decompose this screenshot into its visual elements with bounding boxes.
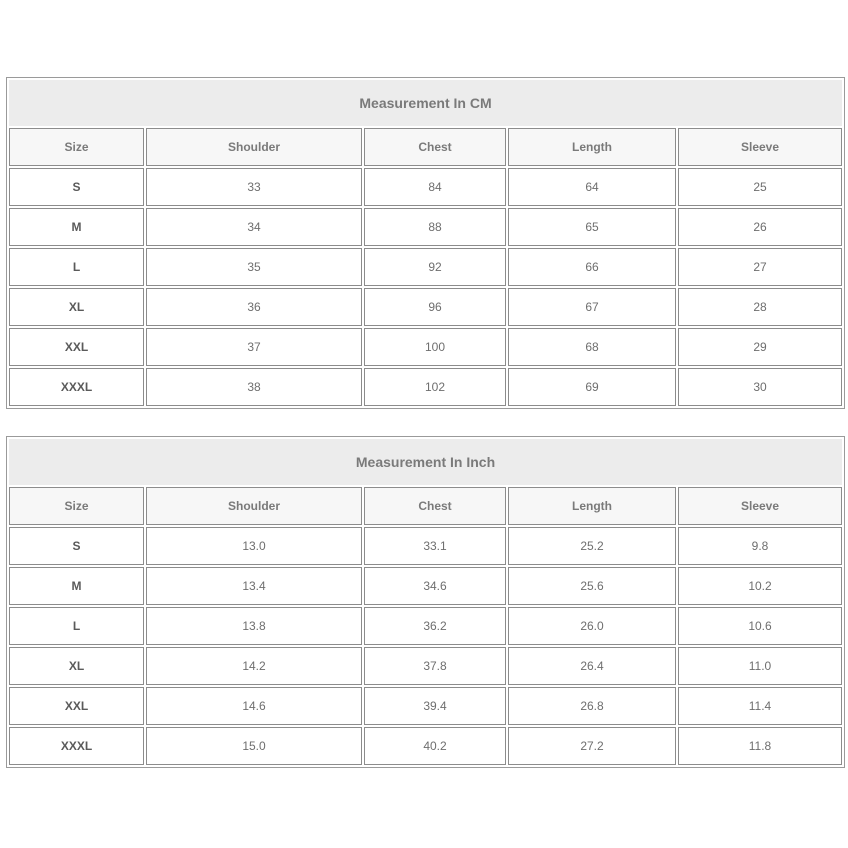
- chest-cell: 37.8: [364, 647, 506, 685]
- table-row: [9, 168, 842, 206]
- sleeve-cell: 11.0: [678, 647, 842, 685]
- shoulder-cell: 13.8: [146, 607, 362, 645]
- table-row: [9, 328, 842, 366]
- size-cell: XXXL: [9, 727, 144, 765]
- chest-cell: 102: [364, 368, 506, 406]
- column-header-sleeve: Sleeve: [678, 128, 842, 166]
- size-cell: XXL: [9, 687, 144, 725]
- size-cell: XXL: [9, 328, 144, 366]
- chest-cell: 92: [364, 248, 506, 286]
- column-header-sleeve: Sleeve: [678, 487, 842, 525]
- shoulder-cell: 13.0: [146, 527, 362, 565]
- column-header-chest: Chest: [364, 128, 506, 166]
- table-row: [9, 687, 842, 725]
- table-row: [9, 368, 842, 406]
- sleeve-cell: 29: [678, 328, 842, 366]
- shoulder-cell: 14.2: [146, 647, 362, 685]
- length-cell: 25.2: [508, 527, 676, 565]
- table-row: [9, 248, 842, 286]
- sleeve-cell: 9.8: [678, 527, 842, 565]
- sleeve-cell: 10.6: [678, 607, 842, 645]
- table-row: [9, 208, 842, 246]
- length-cell: 26.0: [508, 607, 676, 645]
- length-cell: 69: [508, 368, 676, 406]
- size-table-inch: [6, 436, 845, 768]
- length-cell: 65: [508, 208, 676, 246]
- column-header-chest: Chest: [364, 487, 506, 525]
- shoulder-cell: 14.6: [146, 687, 362, 725]
- table-row: [9, 567, 842, 605]
- table-row: [9, 647, 842, 685]
- size-cell: XXXL: [9, 368, 144, 406]
- length-cell: 67: [508, 288, 676, 326]
- size-cell: M: [9, 567, 144, 605]
- sleeve-cell: 28: [678, 288, 842, 326]
- size-table-cm: [6, 77, 845, 409]
- column-header-shoulder: Shoulder: [146, 128, 362, 166]
- size-cell: L: [9, 607, 144, 645]
- chest-cell: 100: [364, 328, 506, 366]
- chest-cell: 88: [364, 208, 506, 246]
- table-caption-row: [9, 439, 842, 485]
- table-title: Measurement In Inch: [9, 439, 842, 485]
- column-header-length: Length: [508, 487, 676, 525]
- chest-cell: 34.6: [364, 567, 506, 605]
- length-cell: 64: [508, 168, 676, 206]
- shoulder-cell: 15.0: [146, 727, 362, 765]
- table-title: Measurement In CM: [9, 80, 842, 126]
- length-cell: 66: [508, 248, 676, 286]
- length-cell: 26.8: [508, 687, 676, 725]
- size-cell: XL: [9, 647, 144, 685]
- size-cell: M: [9, 208, 144, 246]
- size-cell: S: [9, 527, 144, 565]
- sleeve-cell: 10.2: [678, 567, 842, 605]
- length-cell: 26.4: [508, 647, 676, 685]
- chest-cell: 39.4: [364, 687, 506, 725]
- sleeve-cell: 25: [678, 168, 842, 206]
- table-row: [9, 607, 842, 645]
- shoulder-cell: 38: [146, 368, 362, 406]
- column-header-size: Size: [9, 487, 144, 525]
- column-header-shoulder: Shoulder: [146, 487, 362, 525]
- shoulder-cell: 33: [146, 168, 362, 206]
- table-caption-row: [9, 80, 842, 126]
- chest-cell: 40.2: [364, 727, 506, 765]
- sleeve-cell: 26: [678, 208, 842, 246]
- chest-cell: 96: [364, 288, 506, 326]
- shoulder-cell: 37: [146, 328, 362, 366]
- size-cell: S: [9, 168, 144, 206]
- column-header-length: Length: [508, 128, 676, 166]
- chest-cell: 33.1: [364, 527, 506, 565]
- length-cell: 68: [508, 328, 676, 366]
- table-header-row: [9, 128, 842, 166]
- column-header-size: Size: [9, 128, 144, 166]
- table-row: [9, 288, 842, 326]
- table-row: [9, 527, 842, 565]
- sleeve-cell: 11.4: [678, 687, 842, 725]
- sleeve-cell: 27: [678, 248, 842, 286]
- table-header-row: [9, 487, 842, 525]
- length-cell: 25.6: [508, 567, 676, 605]
- size-cell: XL: [9, 288, 144, 326]
- chest-cell: 36.2: [364, 607, 506, 645]
- shoulder-cell: 35: [146, 248, 362, 286]
- sleeve-cell: 30: [678, 368, 842, 406]
- shoulder-cell: 36: [146, 288, 362, 326]
- size-cell: L: [9, 248, 144, 286]
- length-cell: 27.2: [508, 727, 676, 765]
- sleeve-cell: 11.8: [678, 727, 842, 765]
- table-row: [9, 727, 842, 765]
- shoulder-cell: 13.4: [146, 567, 362, 605]
- chest-cell: 84: [364, 168, 506, 206]
- shoulder-cell: 34: [146, 208, 362, 246]
